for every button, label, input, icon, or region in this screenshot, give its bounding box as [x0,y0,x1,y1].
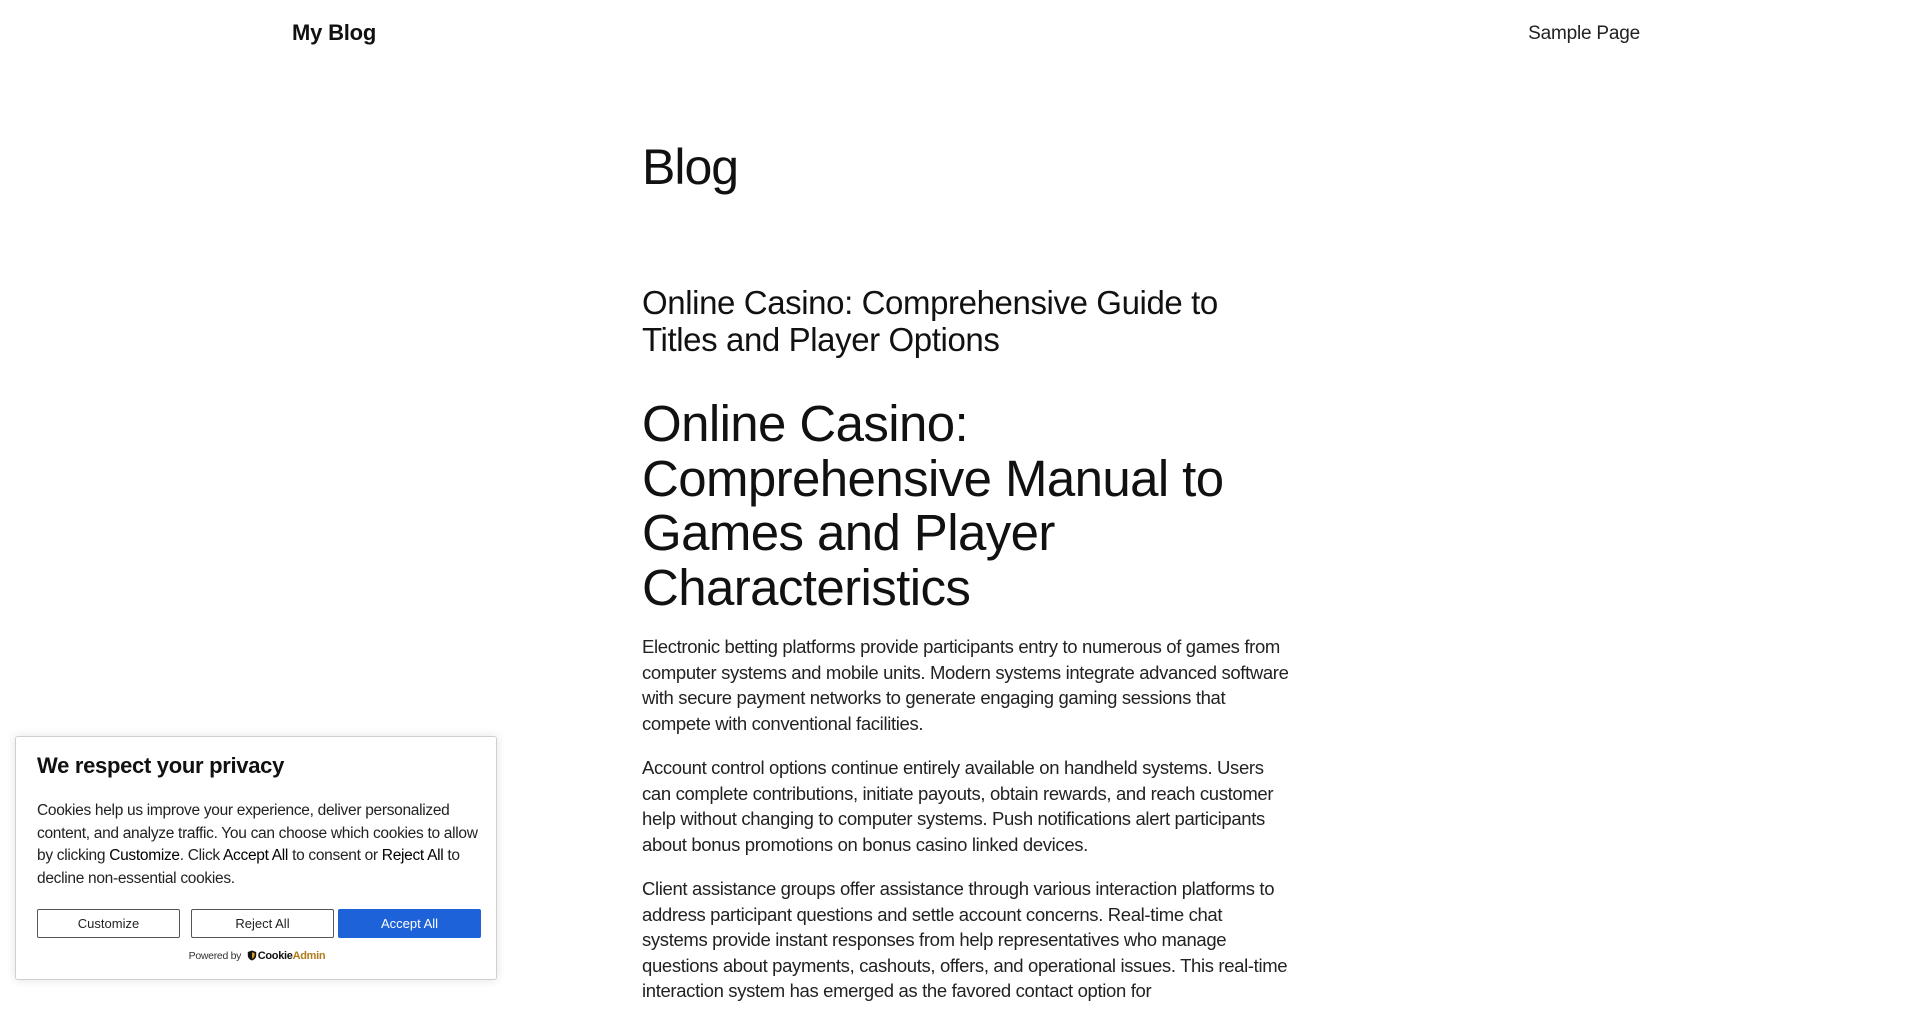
cookie-text-part: Cookies help us improve your experience, deliver personalized content, and analyze traffic. You can choose which cookies to allow by clicking [37,802,478,864]
shield-icon [247,950,257,961]
post-paragraph: Account control options continue entirely available on handheld systems. Users can complete contributions, initiate payouts, obtain rewards, and reach customer help without changing to computer systems. Push notifications alert participants about bonus promotions on bonus casino linked devices. [642,757,1274,855]
cookie-text-part: . Click [179,847,223,864]
post-heading: Online Casino: Comprehensive Manual to Games and Player Characteristics [642,395,1224,616]
customize-button[interactable]: Customize [37,909,180,938]
cookie-text-reject: Reject All [381,847,444,864]
post-body [642,634,1292,1023]
powered-by [16,950,498,962]
post-title-link[interactable]: Online Casino: Comprehensive Guide to Titles and Player Options [642,284,1218,358]
cookie-text-part: to decline non-essential cookies. [37,847,460,887]
cookie-text-part: to consent or [288,847,382,864]
powered-by-label: Powered by [188,950,242,962]
page-title: Blog [642,139,739,195]
accept-all-button[interactable]: Accept All [338,909,481,938]
cookie-consent-banner [15,736,497,980]
reject-all-button[interactable]: Reject All [191,909,334,938]
cookie-banner-description [37,800,485,890]
cookie-text-customize: Customize [109,847,180,864]
post-paragraph: Client assistance groups offer assistance through various interaction platforms to address participant questions and settle account concerns. Real-time chat systems provide instant responses from help representatives who manage questions about payments, cashouts, offers, and operational issues. This real-time interaction system has emerged as the favored contact option for [642,878,1288,1001]
nav-link-sample-page[interactable]: Sample Page [1528,23,1640,44]
cookie-text-accept: Accept All [223,847,289,864]
brand-name-part[interactable]: Cookie [257,950,293,962]
brand-name-part[interactable]: Admin [292,950,326,962]
post-paragraph: Electronic betting platforms provide participants entry to numerous of games from computer systems and mobile units. Modern systems integrate advanced software with secure payment networks to generate engaging gaming sessions that compete with conventional facilities. [642,636,1289,734]
cookie-banner-title: We respect your privacy [37,753,285,778]
site-header [0,0,1920,72]
site-title-link[interactable]: My Blog [292,20,377,45]
